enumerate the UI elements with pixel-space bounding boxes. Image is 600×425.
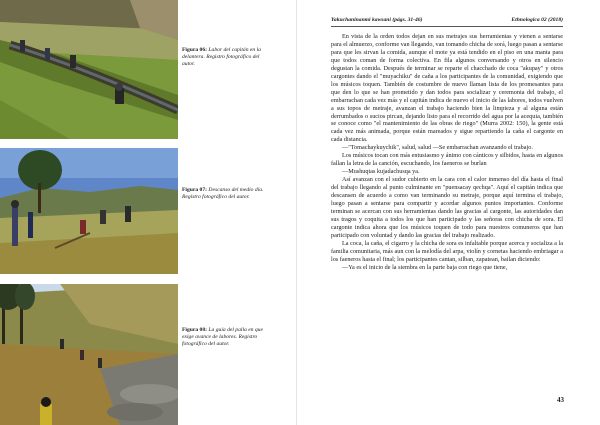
photo-farmers-slope-wall-icon	[0, 284, 178, 425]
figure-07-label: Figura 07:	[182, 187, 208, 193]
running-head-rule	[331, 26, 563, 27]
figure-08-caption	[182, 327, 266, 348]
running-head	[331, 17, 563, 23]
figure-06-label: Figura 06:	[182, 47, 208, 53]
running-head-journal: Ethnologica 02 (2018)	[511, 17, 563, 23]
figure-07-caption	[182, 187, 266, 201]
figure-06-caption	[182, 47, 266, 68]
photo-farmers-hillside-furrow-icon	[0, 0, 178, 139]
page-gutter	[296, 0, 297, 425]
running-head-title: Yakuchaninanmi kawsani (págs. 31-46)	[331, 17, 423, 23]
article-body	[331, 33, 563, 272]
paragraph: —Mushuqtas kujadachusqa ya.	[342, 168, 420, 176]
figure-06-text: Labor del capitán en la delantera. Registro fotográfico del autor.	[182, 47, 261, 67]
figure-08-text: La guía del palla en que exige avance de labores. Registro fotográfico del autor.	[182, 327, 263, 347]
figure-08-photo	[0, 284, 178, 425]
paragraph: La coca, la caña, el cigarro y la chicha de sora es infaltable porque acerca y socializa a la familia comunitaria, más aun con la melodía del arpa, violín y cornetas haciendo embriagar a los faeneros hasta el final; los participantes cantan, silban, zapatean, bailan diciendo:	[331, 239, 563, 263]
page-number: 43	[557, 396, 564, 404]
paragraph: Los músicos tocan con más entusiasmo y ánimo con cánticos y silbidos, hasta en algunos fallan la letra de la canción, escuchando, los faeneros se burlan	[331, 152, 563, 168]
figure-07-text: Descanso del medio día. Registro fotográfico del autor.	[182, 187, 264, 200]
paragraph: En vista de la orden todos dejan en sus metrajes sus herramientas y vienen a sentarse para el almuerzo, conforme van llegando, van tomando chicha de sorá, luego pasan a sentarse para que les sirvan la comida, aunque el mote ya está tendido en el piso en una manta para que todos coman de forma colectiva. En fila algunos conversando y otros en silencio degustan la comida. Después de terminar se reparte el chacchado de coca "akupay" y otros cargontes dando el "muyachiku" de caña a los participantes de la comunidad, exigiendo que los músicos toquen. También de costumbre de nuevo llaman lista de los promesantes para que den lo que se han prometido y dan todos para socializar y ceremonia del trabajo, el embarrachan cada vez más y el capitán indica de nuevo el inicio de las labores, todos vuelven a sus topos de metraje, avanzan el trabajo haciendo bien la limpieza y al alguna están derrumbados o sucios pircan, dejando listo para el recorrido del agua por la acequia, también se conoce como "el mantenimiento de las obras de riego" (Murra 2002: 150), la gente está cada vez más animada, porque están mareados y sigue repartiendo la caña el cargonte en cada distancia.	[331, 33, 563, 144]
paragraph: —Ya es el inicio de la siembra en la parte baja con riego que tiene,	[342, 263, 508, 271]
figure-06-photo	[0, 0, 178, 139]
figure-08-label: Figura 08:	[182, 327, 208, 333]
photo-farmers-resting-field-icon	[0, 148, 178, 274]
paragraph: —"Tomachaykuychik", salud, salud —Se embarrachan avanzando el trabajo.	[342, 144, 533, 152]
figure-07-photo	[0, 148, 178, 274]
paragraph: Así avanzan con el sudor cubierto en la cara con el calor inmenso del día hasta el final del trabajo llegando al punto culminante en "puensacay qechqa". Aquí el capitán indica que descansen de acuerdo a como van terminando su metraje, porque aquí termina el trabajo, luego pasan a sentarse para compartir y acordar algunos puntos importantes. Conforme terminan se acercan con sus herramientas dando las gracias al cargonte, las autoridades dan sus tragos y coquita a todos los que han participado y las señoras con chicha de sora. El cargonte indica ahora que los músicos toquen de todo para nuestros comuneros que han participado con voluntad y dando las gracias del trabajo realizado.	[331, 176, 563, 239]
